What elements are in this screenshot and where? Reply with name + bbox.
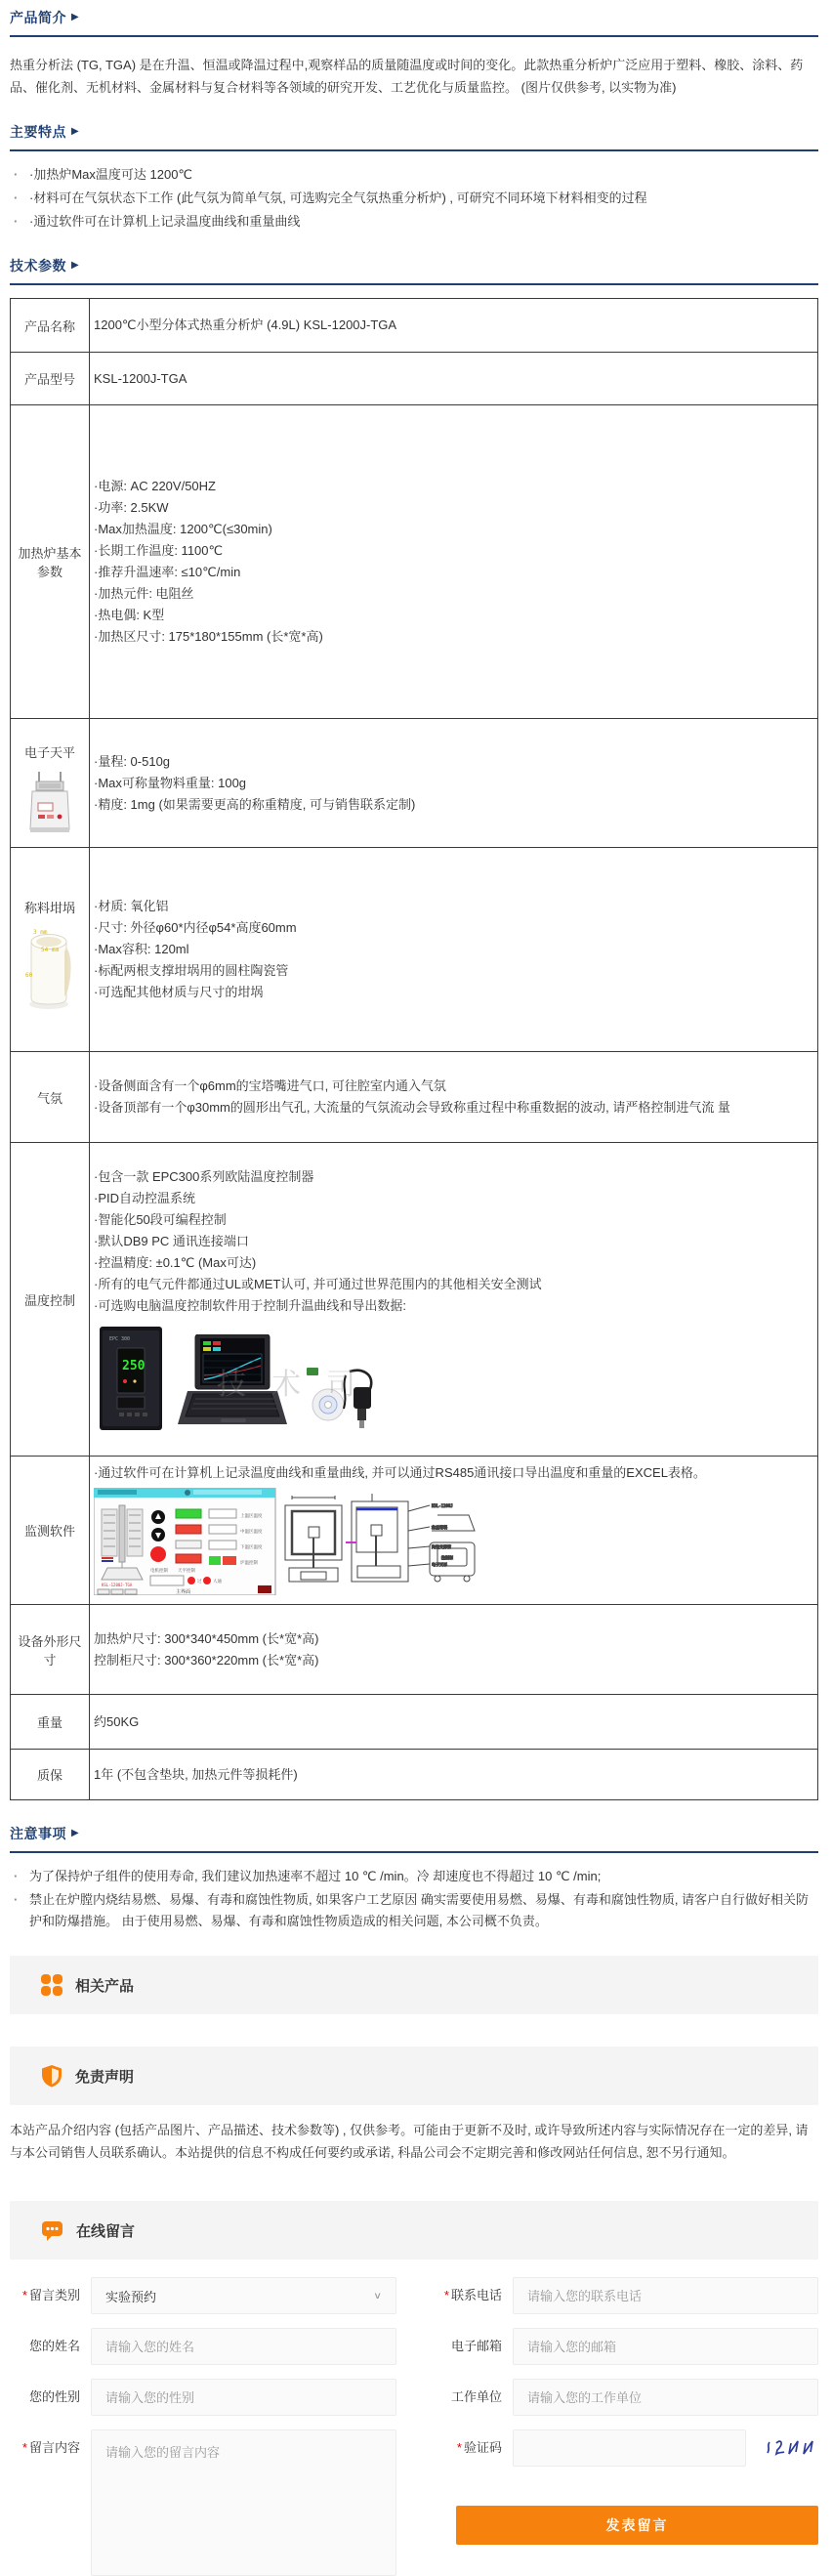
svg-text:炉温控制: 炉温控制 <box>240 1561 258 1566</box>
spec-row <box>11 1605 818 1695</box>
watermark-text: 技术司 <box>217 1369 381 1401</box>
captcha-input[interactable] <box>513 2429 746 2467</box>
submit-message-button[interactable]: 发表留言 <box>456 2506 818 2545</box>
spec-row <box>11 719 818 848</box>
spec-label-cell <box>11 299 90 353</box>
quad-dots-icon <box>41 1974 62 1996</box>
feature-item: · ·材料可在气氛状态下工作 (此气氛为简单气氛, 可选购完全气氛热重分析炉) , 可研究不同环境下材料相变的过程 <box>10 188 818 209</box>
spec-value-cell: KSL-1200J-TGA <box>90 353 818 405</box>
category-select[interactable] <box>91 2277 396 2314</box>
svg-text:250: 250 <box>122 1359 146 1373</box>
related-products-title: 相关产品 <box>75 1977 135 1995</box>
phone-input[interactable] <box>513 2277 818 2314</box>
svg-text:主界面: 主界面 <box>176 1589 191 1595</box>
spec-row <box>11 299 818 353</box>
field-name <box>10 2328 396 2365</box>
spec-value-cell: ·材质: 氧化铝 ·尺寸: 外径φ60*内径φ54*高度60mm ·Max容积: 120ml ·标配两根支撑坩埚用的圆柱陶瓷管 ·可选配其他材质与尺寸的坩埚 <box>90 848 818 1052</box>
field-email <box>432 2328 818 2365</box>
svg-text:中温区温度: 中温区温度 <box>240 1530 263 1535</box>
message-content-textarea[interactable] <box>91 2429 396 2576</box>
monitoring-software-screenshot <box>94 1488 478 1595</box>
field-company <box>432 2379 818 2416</box>
spec-label-cell <box>11 1750 90 1800</box>
spec-label-cell <box>11 848 90 1052</box>
online-message-banner <box>10 2201 818 2259</box>
temperature-control-photos <box>100 1327 808 1430</box>
usb-cable-cd-photo <box>303 1366 385 1430</box>
phone-label: * 联系电话 <box>443 2288 502 2302</box>
spec-label: 加热炉基本参数 <box>18 546 82 579</box>
spec-label: 重量 <box>36 1715 62 1730</box>
field-category <box>10 2277 396 2314</box>
section-title-features: 主要特点 <box>10 124 66 140</box>
spec-label-cell <box>11 1143 90 1457</box>
triangle-right-icon: ▶ <box>71 126 79 137</box>
spec-value-cell: ·通过软件可在计算机上记录温度曲线和重量曲线, 并可以通过RS485通讯接口导出温度和重量的EXCEL表格。 KSL-1200J-TGA 电机控制 天平控制 上温区温度 中温区温度 下温区温度 炉温控制 过 人通 主界面 KSL-1200J 称重坩埚 陶瓷支撑管 电子天平 控制柜 <box>90 1457 818 1605</box>
field-content <box>10 2429 396 2576</box>
crucible-photo <box>25 926 74 1012</box>
spec-row <box>11 1695 818 1750</box>
laptop-photo <box>178 1334 287 1430</box>
gender-label: 您的性别 <box>28 2389 80 2404</box>
spec-row <box>11 848 818 1052</box>
spec-row <box>11 1750 818 1800</box>
chat-bubble-icon <box>41 2219 63 2242</box>
spec-row <box>11 1143 818 1457</box>
notes-list <box>10 1866 818 1932</box>
svg-text:过: 过 <box>197 1580 202 1584</box>
company-input[interactable] <box>513 2379 818 2416</box>
balance-photo <box>29 771 70 833</box>
spec-label: 电子天平 <box>23 745 75 760</box>
svg-text:上温区温度: 上温区温度 <box>240 1514 263 1519</box>
gender-input[interactable] <box>91 2379 396 2416</box>
spec-value-cell: ·包含一款 EPC300系列欧陆温度控制器 ·PID自动控温系统 ·智能化50段可编程控制 ·默认DB9 PC 通讯连接端口 ·控温精度: ±0.1℃ (Max可达) ·所有的电气元件都通过UL或MET认可, 并可通过世界范围内的其他相关安全测试 ·可选购电脑温度控制软件用于控制升温曲线和导出数据: 技术司 250 EPC 300 <box>90 1143 818 1457</box>
spec-label: 温度控制 <box>23 1292 75 1308</box>
section-title-specs: 技术参数 <box>10 258 66 274</box>
spec-label: 监测软件 <box>23 1524 75 1539</box>
svg-text:人通: 人通 <box>213 1580 222 1584</box>
spec-row <box>11 405 818 719</box>
spec-row <box>11 1457 818 1605</box>
spec-label: 产品名称 <box>23 318 75 334</box>
note-item: · 禁止在炉膛内烧结易燃、易爆、有毒和腐蚀性物质, 如果客户工艺原因 确实需要使用易燃、易爆、有毒和腐蚀性物质, 请客户自行做好相关防护和防爆措施。 由于使用易燃、易爆、有毒和腐蚀性物质造成的相关问题, 本公司概不负责。 <box>10 1889 818 1932</box>
spec-label: 称料坩埚 <box>23 900 75 915</box>
spec-label-cell <box>11 1695 90 1750</box>
svg-text:陶瓷支撑管: 陶瓷支撑管 <box>432 1544 451 1549</box>
section-header-notes <box>10 1816 818 1853</box>
category-selected-value: 实验预约 <box>105 2289 157 2304</box>
svg-text:60: 60 <box>25 971 33 979</box>
svg-text:54 mm: 54 mm <box>41 946 60 953</box>
field-gender <box>10 2379 396 2416</box>
section-title-notes: 注意事项 <box>10 1826 66 1841</box>
disclaimer-paragraph: 本站产品介绍内容 (包括产品图片、产品描述、技术参数等) , 仅供参考。可能由于更新不及时, 或许导致所述内容与实际情况存在一定的差异, 请与本公司销售人员联系确认。本站提供的信息不构成任何要约或承诺, 科晶公司会不定期完善和修改网站任何信息, 恕不另行通知。 <box>10 2123 809 2160</box>
captcha-image[interactable] <box>764 2434 818 2462</box>
spec-value-cell: ·量程: 0-510g ·Max可称量物料重量: 100g ·精度: 1mg (如果需要更高的称重精度, 可与销售联系定制) <box>90 719 818 848</box>
disclaimer-banner <box>10 2047 818 2105</box>
triangle-right-icon: ▶ <box>71 12 79 22</box>
company-label: 工作单位 <box>450 2389 502 2404</box>
spec-label-cell <box>11 1605 90 1695</box>
captcha-label: * 验证码 <box>456 2440 502 2455</box>
intro-paragraph: 热重分析法 (TG, TGA) 是在升温、恒温或降温过程中,观察样品的质量随温度或时间的变化。此款热重分析炉广泛应用于塑料、橡胶、涂料、药品、催化剂、无机材料、金属材料与复合材料等各领域的研究开发、工艺优化与质量监控。 (图片仅供参考, 以实物为准) <box>10 58 804 95</box>
temperature-controller-photo <box>100 1327 162 1430</box>
spec-value-cell: ·电源: AC 220V/50HZ ·功率: 2.5KW ·Max加热温度: 1200℃(≤30min) ·长期工作温度: 1100℃ ·推荐升温速率: ≤10℃/min ·加热元件: 电阻丝 ·热电偶: K型 ·加热区尺寸: 175*180*155mm (长*宽*高) <box>90 405 818 719</box>
svg-text:KSL-1200J: KSL-1200J <box>432 1503 453 1508</box>
captcha-and-submit <box>432 2429 818 2576</box>
svg-text:KSL-1200J-TGA: KSL-1200J-TGA <box>102 1583 133 1587</box>
feature-item: · ·通过软件可在计算机上记录温度曲线和重量曲线 <box>10 211 818 232</box>
spec-value-cell: ·设备侧面含有一个φ6mm的宝塔嘴进气口, 可往腔室内通入气氛 ·设备顶部有一个φ30mm的圆形出气孔, 大流量的气氛流动会导致称重过程中称重数据的波动, 请严格控制进气流 量 <box>90 1052 818 1143</box>
email-input[interactable] <box>513 2328 818 2365</box>
spec-label-cell <box>11 719 90 848</box>
spec-row <box>11 1052 818 1143</box>
svg-text:电机控制: 电机控制 <box>150 1569 168 1574</box>
spec-label-cell <box>11 353 90 405</box>
spec-value-cell: 1200℃小型分体式热重分析炉 (4.9L) KSL-1200J-TGA <box>90 299 818 353</box>
email-label: 电子邮箱 <box>450 2339 502 2353</box>
section-header-features <box>10 114 818 151</box>
svg-text:电子天平: 电子天平 <box>432 1562 447 1567</box>
related-products-banner <box>10 1956 818 2014</box>
svg-text:称重坩埚: 称重坩埚 <box>432 1525 447 1530</box>
feature-item: · ·加热炉Max温度可达 1200℃ <box>10 164 818 186</box>
note-item: · 为了保持炉子组件的使用寿命, 我们建议加热速率不超过 10 ℃ /min。冷 却速度也不得超过 10 ℃ /min; <box>10 1866 818 1887</box>
spec-value-cell: 约50KG <box>90 1695 818 1750</box>
category-label: * 留言类别 <box>21 2288 80 2302</box>
svg-text:EPC 300: EPC 300 <box>109 1336 131 1342</box>
field-captcha <box>432 2429 818 2467</box>
svg-text:天平控制: 天平控制 <box>178 1569 195 1574</box>
name-input[interactable] <box>91 2328 396 2365</box>
spec-label-cell <box>11 1052 90 1143</box>
spec-row <box>11 353 818 405</box>
section-header-specs <box>10 248 818 285</box>
triangle-right-icon: ▶ <box>71 1828 79 1838</box>
message-form <box>10 2277 818 2576</box>
disclaimer-title: 免责声明 <box>75 2068 135 2086</box>
spec-label: 气氛 <box>36 1090 62 1106</box>
online-message-title: 在线留言 <box>76 2222 136 2240</box>
chevron-down-icon: ∨ <box>373 2290 382 2302</box>
features-list <box>10 164 818 232</box>
shield-icon <box>41 2064 62 2088</box>
spec-value-cell: 1年 (不包含垫块, 加热元件等损耗件) <box>90 1750 818 1800</box>
section-header-intro <box>10 0 818 37</box>
field-phone <box>432 2277 818 2314</box>
svg-text:3 mm: 3 mm <box>33 928 48 936</box>
triangle-right-icon: ▶ <box>71 260 79 271</box>
spec-label: 设备外形尺寸 <box>18 1633 82 1668</box>
svg-text:下温区温度: 下温区温度 <box>240 1545 263 1550</box>
spec-value-cell: 加热炉尺寸: 300*340*450mm (长*宽*高) 控制柜尺寸: 300*360*220mm (长*宽*高) <box>90 1605 818 1695</box>
spec-label: 产品型号 <box>23 372 75 387</box>
name-label: 您的姓名 <box>28 2339 80 2353</box>
content-label: * 留言内容 <box>21 2440 80 2455</box>
spec-label-cell <box>11 405 90 719</box>
spec-label-cell <box>11 1457 90 1605</box>
svg-text:控制柜: 控制柜 <box>441 1555 453 1560</box>
specs-table <box>10 298 818 1800</box>
spec-label: 质保 <box>36 1768 62 1783</box>
section-title-intro: 产品简介 <box>10 10 66 25</box>
